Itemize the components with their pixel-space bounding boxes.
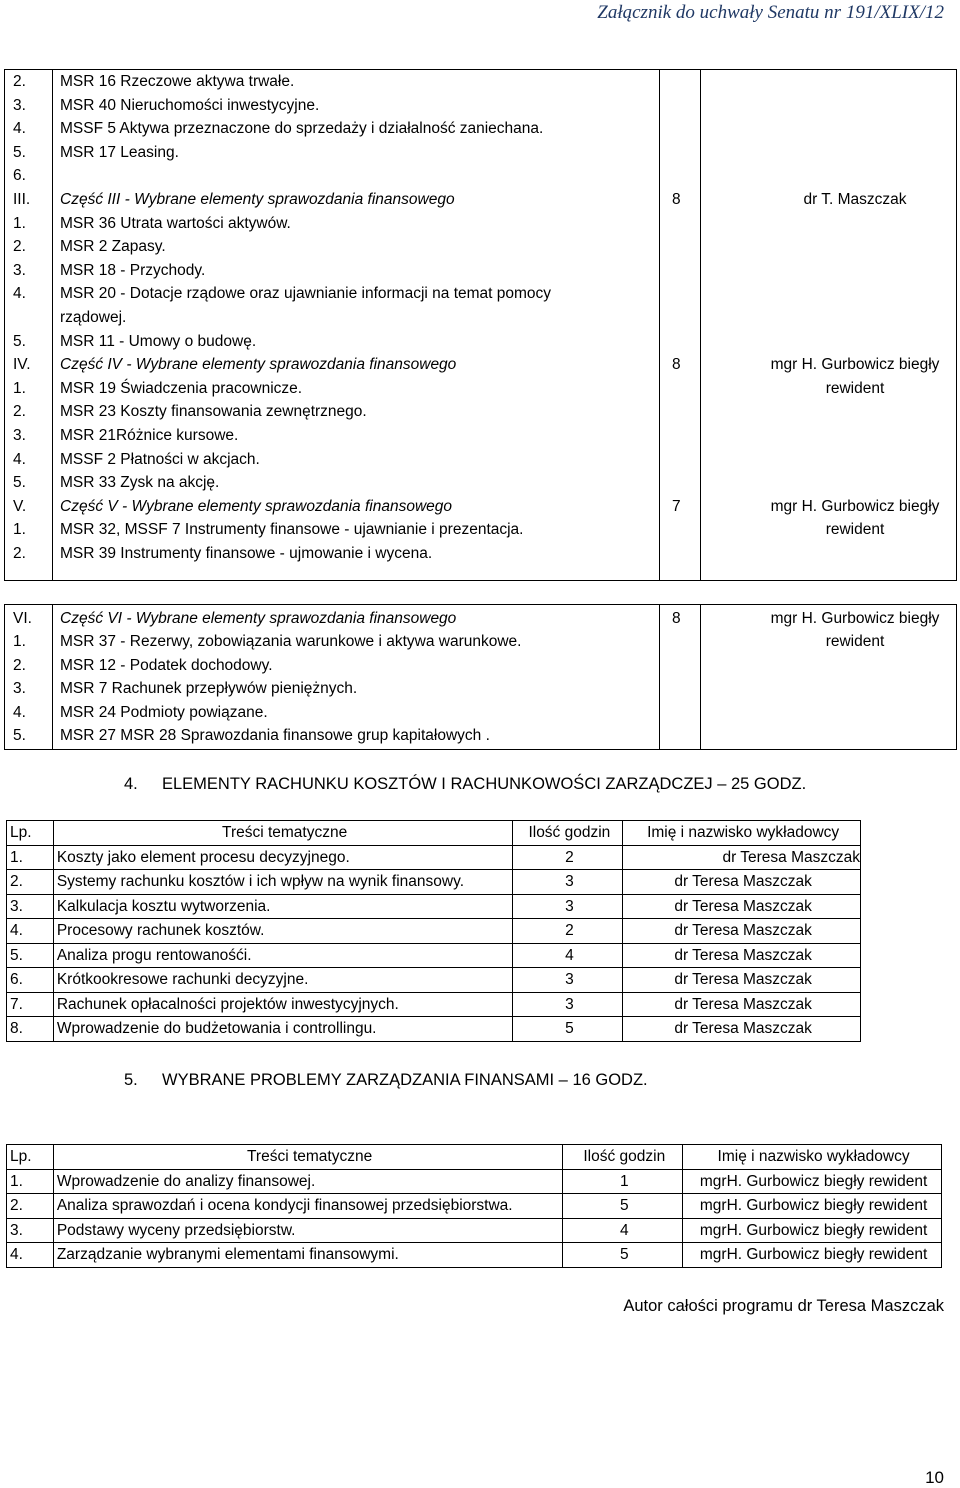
line-lecturer: rewident bbox=[825, 379, 885, 397]
line-topic: MSR 39 Instrumenty finansowe - ujmowanie i wycena. bbox=[60, 545, 433, 562]
line-lecturer: rewident bbox=[825, 633, 885, 651]
line-topic: MSR 7 Rachunek przepływów pieniężnych. bbox=[60, 680, 358, 698]
line-number: 1. bbox=[13, 521, 26, 539]
line-number: 3. bbox=[13, 680, 26, 698]
table-header-cell: Treści tematyczne bbox=[53, 821, 513, 846]
table-row bbox=[7, 1194, 942, 1219]
row-hours: 1 bbox=[563, 1169, 683, 1194]
row-hours: 2 bbox=[513, 919, 623, 944]
curriculum-line bbox=[0, 165, 960, 187]
curriculum-line bbox=[0, 378, 960, 400]
line-number: IV. bbox=[13, 356, 31, 374]
row-topic: Zarządzanie wybranymi elementami finansowymi. bbox=[53, 1243, 563, 1268]
row-number: 8. bbox=[7, 1017, 54, 1042]
curriculum-line bbox=[0, 702, 960, 724]
line-topic: Część VI - Wybrane elementy sprawozdania finansowego bbox=[60, 610, 457, 627]
table-row bbox=[7, 894, 861, 919]
row-lecturer: mgrH. Gurbowicz biegły rewident bbox=[683, 1194, 942, 1219]
line-topic: MSR 18 - Przychody. bbox=[60, 261, 206, 279]
line-topic: MSSF 5 Aktywa przeznaczone do sprzedaży i działalność zaniechana. bbox=[60, 120, 544, 138]
line-topic: MSR 11 - Umowy o budowę. bbox=[60, 332, 257, 350]
section-4-heading bbox=[124, 775, 806, 794]
line-number: V. bbox=[13, 497, 27, 515]
row-topic: Krótkookresowe rachunki decyzyjne. bbox=[53, 968, 513, 993]
row-number: 7. bbox=[7, 992, 54, 1017]
curriculum-line bbox=[0, 118, 960, 140]
line-topic: MSR 17 Leasing. bbox=[60, 143, 179, 161]
table-row bbox=[7, 943, 861, 968]
line-number: 5. bbox=[13, 332, 26, 350]
table-header-row bbox=[7, 821, 861, 846]
curriculum-line bbox=[0, 213, 960, 235]
row-topic: Wprowadzenie do budżetowania i controllingu. bbox=[53, 1017, 513, 1042]
line-number: 5. bbox=[13, 143, 26, 161]
line-topic: MSR 40 Nieruchomości inwestycyjne. bbox=[60, 96, 320, 114]
line-number: 3. bbox=[13, 427, 26, 444]
row-lecturer: mgrH. Gurbowicz biegły rewident bbox=[683, 1218, 942, 1243]
line-topic: MSSF 2 Płatności w akcjach. bbox=[60, 450, 260, 468]
line-number: 1. bbox=[13, 214, 26, 232]
row-lecturer: dr Teresa Maszczak bbox=[623, 943, 861, 968]
table-header-cell: Imię i nazwisko wykładowcy bbox=[683, 1145, 942, 1170]
row-topic: Kalkulacja kosztu wytworzenia. bbox=[53, 894, 513, 919]
line-hours: 8 bbox=[672, 610, 681, 627]
table-header-cell: Lp. bbox=[7, 821, 54, 846]
curriculum-line bbox=[0, 95, 960, 117]
line-lecturer: mgr H. Gurbowicz biegły bbox=[770, 356, 940, 374]
row-number: 1. bbox=[7, 845, 54, 870]
curriculum-line bbox=[0, 189, 960, 211]
row-lecturer: dr Teresa Maszczak bbox=[623, 968, 861, 993]
table-row bbox=[7, 1017, 861, 1042]
curriculum-line bbox=[0, 449, 960, 471]
row-hours: 5 bbox=[563, 1243, 683, 1268]
row-lecturer: dr Teresa Maszczak bbox=[623, 870, 861, 895]
curriculum-line bbox=[0, 236, 960, 258]
table-row bbox=[7, 968, 861, 993]
row-topic: Procesowy rachunek kosztów. bbox=[53, 919, 513, 944]
curriculum-line bbox=[0, 496, 960, 518]
line-number: 5. bbox=[13, 474, 26, 492]
row-number: 3. bbox=[7, 894, 54, 919]
row-number: 6. bbox=[7, 968, 54, 993]
table-header-cell: Imię i nazwisko wykładowcy bbox=[623, 821, 861, 846]
line-topic: MSR 27 MSR 28 Sprawozdania finansowe grup kapitałowych . bbox=[60, 727, 490, 744]
table-row bbox=[7, 845, 861, 870]
curriculum-line bbox=[0, 142, 960, 164]
table-row bbox=[7, 1169, 942, 1194]
curriculum-line bbox=[0, 519, 960, 541]
row-hours: 3 bbox=[513, 870, 623, 895]
row-lecturer: dr Teresa Maszczak bbox=[623, 1017, 861, 1042]
line-topic: Część III - Wybrane elementy sprawozdania finansowego bbox=[60, 191, 455, 208]
line-topic: rządowej. bbox=[60, 309, 127, 326]
row-lecturer: dr Teresa Maszczak bbox=[623, 992, 861, 1017]
line-number: 4. bbox=[13, 285, 26, 303]
curriculum-line bbox=[0, 655, 960, 677]
line-number: 3. bbox=[13, 261, 26, 279]
curriculum-line bbox=[0, 401, 960, 423]
row-topic: Analiza sprawozdań i ocena kondycji finansowej przedsiębiorstwa. bbox=[53, 1194, 563, 1219]
line-topic: MSR 21Różnice kursowe. bbox=[60, 427, 239, 444]
curriculum-line bbox=[0, 631, 960, 653]
line-topic: MSR 37 - Rezerwy, zobowiązania warunkowe i aktywa warunkowe. bbox=[60, 633, 522, 651]
curriculum-line bbox=[0, 543, 960, 565]
cost-accounting-table bbox=[6, 820, 861, 1042]
section-5-heading bbox=[124, 1071, 648, 1090]
line-topic: MSR 16 Rzeczowe aktywa trwałe. bbox=[60, 73, 295, 90]
line-lecturer: rewident bbox=[825, 521, 885, 539]
program-author: Autor całości programu dr Teresa Maszczak bbox=[623, 1297, 944, 1315]
row-topic: Koszty jako element procesu decyzyjnego. bbox=[53, 845, 513, 870]
row-lecturer: mgrH. Gurbowicz biegły rewident bbox=[683, 1169, 942, 1194]
line-number: VI. bbox=[13, 610, 32, 627]
row-hours: 3 bbox=[513, 968, 623, 993]
line-lecturer: mgr H. Gurbowicz biegły bbox=[770, 610, 940, 627]
line-topic: MSR 19 Świadczenia pracownicze. bbox=[60, 379, 303, 397]
line-number: 6. bbox=[13, 167, 26, 185]
line-topic: MSR 20 - Dotacje rządowe oraz ujawnianie informacji na temat pomocy bbox=[60, 285, 552, 303]
line-topic: MSR 2 Zapasy. bbox=[60, 238, 166, 256]
row-topic: Analiza progu rentowanośći. bbox=[53, 943, 513, 968]
line-number: 2. bbox=[13, 545, 26, 562]
section-5-number: 5. bbox=[124, 1071, 138, 1089]
table-header-cell: Ilość godzin bbox=[563, 1145, 683, 1170]
table-header-cell: Treści tematyczne bbox=[53, 1145, 563, 1170]
row-lecturer: mgrH. Gurbowicz biegły rewident bbox=[683, 1243, 942, 1268]
line-hours: 8 bbox=[672, 191, 681, 208]
row-topic: Podstawy wyceny przedsiębiorstw. bbox=[53, 1218, 563, 1243]
section-5-title: WYBRANE PROBLEMY ZARZĄDZANIA FINANSAMI – 16 GODZ. bbox=[162, 1071, 648, 1089]
table-row bbox=[7, 1218, 942, 1243]
line-topic: MSR 32, MSSF 7 Instrumenty finansowe - ujawnianie i prezentacja. bbox=[60, 521, 524, 539]
line-number: 3. bbox=[13, 96, 26, 114]
row-hours: 3 bbox=[513, 992, 623, 1017]
row-hours: 5 bbox=[513, 1017, 623, 1042]
line-topic: MSR 36 Utrata wartości aktywów. bbox=[60, 214, 291, 232]
table-header-cell: Ilość godzin bbox=[513, 821, 623, 846]
curriculum-line bbox=[0, 608, 960, 630]
row-lecturer: dr Teresa Maszczak bbox=[623, 845, 861, 870]
document-header: Załącznik do uchwały Senatu nr 191/XLIX/12 bbox=[597, 2, 944, 23]
row-number: 1. bbox=[7, 1169, 54, 1194]
curriculum-line bbox=[0, 678, 960, 700]
row-number: 3. bbox=[7, 1218, 54, 1243]
curriculum-line bbox=[0, 725, 960, 747]
line-number: 4. bbox=[13, 703, 26, 721]
line-topic: Część V - Wybrane elementy sprawozdania finansowego bbox=[60, 497, 452, 515]
row-hours: 3 bbox=[513, 894, 623, 919]
row-hours: 2 bbox=[513, 845, 623, 870]
table-header-row bbox=[7, 1145, 942, 1170]
table-row bbox=[7, 870, 861, 895]
line-topic: MSR 12 - Podatek dochodowy. bbox=[60, 656, 273, 674]
line-number: III. bbox=[13, 191, 31, 208]
row-topic: Systemy rachunku kosztów i ich wpływ na wynik finansowy. bbox=[53, 870, 513, 895]
row-lecturer: dr Teresa Maszczak bbox=[623, 894, 861, 919]
line-topic: MSR 23 Koszty finansowania zewnętrznego. bbox=[60, 403, 367, 421]
line-number: 4. bbox=[13, 450, 26, 468]
row-number: 2. bbox=[7, 1194, 54, 1219]
curriculum-line bbox=[0, 283, 960, 305]
row-lecturer: dr Teresa Maszczak bbox=[623, 919, 861, 944]
line-hours: 7 bbox=[672, 497, 681, 515]
line-number: 2. bbox=[13, 403, 26, 421]
line-topic: MSR 33 Zysk na akcję. bbox=[60, 474, 220, 492]
curriculum-line bbox=[0, 71, 960, 93]
line-number: 5. bbox=[13, 727, 26, 744]
line-hours: 8 bbox=[672, 356, 681, 374]
line-lecturer: dr T. Maszczak bbox=[803, 191, 907, 208]
line-number: 2. bbox=[13, 73, 26, 90]
line-topic: MSR 24 Podmioty powiązane. bbox=[60, 703, 268, 721]
curriculum-line bbox=[0, 307, 960, 329]
row-number: 5. bbox=[7, 943, 54, 968]
row-topic: Rachunek opłacalności projektów inwestycyjnych. bbox=[53, 992, 513, 1017]
line-number: 2. bbox=[13, 656, 26, 674]
section-4-number: 4. bbox=[124, 775, 138, 793]
table-header-cell: Lp. bbox=[7, 1145, 54, 1170]
line-lecturer: mgr H. Gurbowicz biegły bbox=[770, 497, 940, 515]
row-number: 4. bbox=[7, 919, 54, 944]
page-number: 10 bbox=[925, 1468, 944, 1487]
row-hours: 4 bbox=[513, 943, 623, 968]
curriculum-line bbox=[0, 425, 960, 447]
section-4-title: ELEMENTY RACHUNKU KOSZTÓW I RACHUNKOWOŚCI ZARZĄDCZEJ – 25 GODZ. bbox=[162, 775, 807, 793]
row-hours: 5 bbox=[563, 1194, 683, 1219]
line-topic: Część IV - Wybrane elementy sprawozdania finansowego bbox=[60, 356, 457, 374]
curriculum-line bbox=[0, 260, 960, 282]
table-row bbox=[7, 919, 861, 944]
financial-management-table bbox=[6, 1144, 942, 1268]
line-number: 1. bbox=[13, 379, 26, 397]
curriculum-line bbox=[0, 331, 960, 353]
table-row bbox=[7, 1243, 942, 1268]
table-row bbox=[7, 992, 861, 1017]
line-number: 4. bbox=[13, 120, 26, 138]
row-number: 2. bbox=[7, 870, 54, 895]
line-number: 2. bbox=[13, 238, 26, 256]
row-number: 4. bbox=[7, 1243, 54, 1268]
line-number: 1. bbox=[13, 633, 26, 651]
curriculum-line bbox=[0, 472, 960, 494]
row-hours: 4 bbox=[563, 1218, 683, 1243]
curriculum-line bbox=[0, 354, 960, 376]
row-topic: Wprowadzenie do analizy finansowej. bbox=[53, 1169, 563, 1194]
